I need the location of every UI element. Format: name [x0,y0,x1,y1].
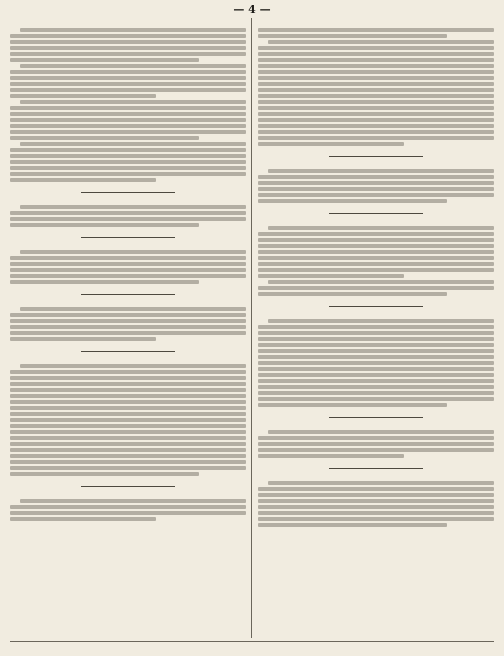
text-columns [10,18,494,638]
announcement-block [258,160,494,214]
text-placeholder [258,430,494,458]
text-placeholder [10,250,246,284]
announcement-signature [258,205,494,211]
announcement-signature [258,460,494,466]
announcement-heading [10,490,246,498]
divider [81,486,175,487]
divider [329,156,423,157]
divider [81,192,175,193]
printer-imprint [10,641,494,650]
announcement-signature [10,184,246,190]
announcement-signature [258,409,494,415]
divider [329,306,423,307]
page-number: — 4 — [233,3,271,16]
divider [329,468,423,469]
announcement-heading [258,160,494,168]
announcement-block [10,19,246,193]
announcement-block [258,217,494,307]
announcement-signature [258,529,494,535]
announcement-heading [10,241,246,249]
column-rule [251,18,252,638]
text-placeholder [10,205,246,227]
announcement-signature [10,229,246,235]
announcement-heading [258,217,494,225]
text-placeholder [258,319,494,407]
divider [81,351,175,352]
announcement-block [10,196,246,238]
announcement-heading [258,421,494,429]
announcement-heading [258,472,494,480]
announcement-heading [10,355,246,363]
divider [329,417,423,418]
text-placeholder [258,169,494,203]
announcement-signature [10,523,246,529]
announcement-signature [258,298,494,304]
announcement-signature [10,343,246,349]
announcement-signature [258,148,494,154]
text-placeholder [258,28,494,146]
text-placeholder [258,226,494,296]
announcement-signature [10,286,246,292]
announcement-block [10,490,246,529]
announcement-block [258,310,494,418]
announcement-signature [10,478,246,484]
text-placeholder [10,28,246,182]
announcement-block [258,19,494,157]
left-column [10,18,246,638]
announcement-block [10,298,246,352]
announcement-heading [258,310,494,318]
text-placeholder [10,307,246,341]
text-placeholder [258,481,494,527]
announcement-block [10,241,246,295]
divider [329,213,423,214]
divider [81,294,175,295]
announcement-heading [258,19,494,27]
announcement-block [258,472,494,535]
announcement-block [10,355,246,487]
announcement-heading [10,196,246,204]
announcement-block [258,421,494,469]
announcement-heading [10,298,246,306]
divider [81,237,175,238]
text-placeholder [10,499,246,521]
announcement-heading [10,19,246,27]
right-column [258,18,494,638]
text-placeholder [10,364,246,476]
